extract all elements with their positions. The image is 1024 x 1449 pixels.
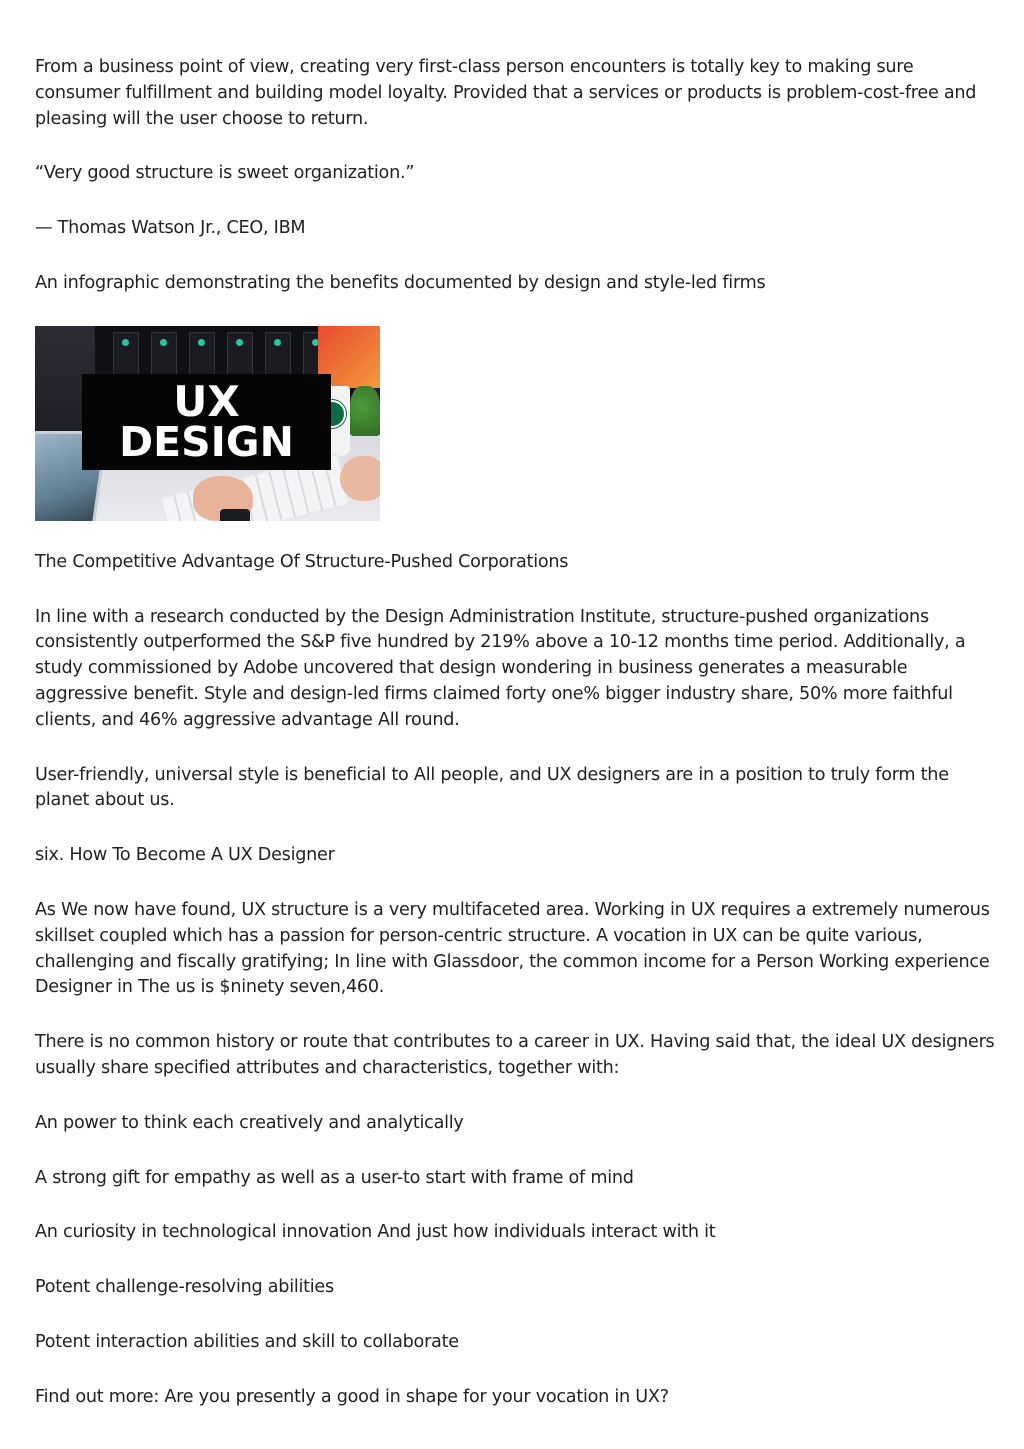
list-item: An power to think each creatively and analytically [35,1112,464,1133]
ux-design-banner [82,374,331,470]
screen-card [265,332,291,378]
screen-card [113,332,139,378]
smartwatch [220,509,250,521]
screen-card [189,332,215,378]
section-heading: six. How To Become A UX Designer [35,845,335,866]
screen-card [151,332,177,378]
banner-line-ux: UX [173,376,240,426]
right-hand [340,456,380,501]
list-item: Potent challenge-resolving abilities [35,1277,334,1298]
section-heading: The Competitive Advantage Of Structure-Pushed Corporations [35,551,569,572]
paragraph-intro: From a business point of view, creating very first-class person encounters is totally key to making sure consumer fulfillment and building model loyalty. Provided that a services or products is problem-cost-free and pleasing will the user choose to return. [35,57,977,129]
paragraph-multifaceted: As We now have found, UX structure is a very multifaceted area. Working in UX requires a extremely numerous skillset coupled which has a passion for person-centric structure. A vocation in UX can be quite various, challenging and fiscally gratifying; In line with Glassdoor, the common income for a Person Working experience Designer in The us is $ninety seven,460. [35,899,990,998]
list-item: Potent interaction abilities and skill to collaborate [35,1331,459,1352]
list-item: A strong gift for empathy as well as a user-to start with frame of mind [35,1167,634,1188]
image-caption: An infographic demonstrating the benefits documented by design and style-led firms [35,272,766,293]
banner-line-design: DESIGN [119,417,294,466]
quote-attribution: — Thomas Watson Jr., CEO, IBM [35,218,306,239]
article [35,55,997,1440]
paragraph-research: In line with a research conducted by the Design Administration Institute, structure-pushed organizations consistently outperformed the S&P five hundred by 219% above a 10-12 months time period. Additionally, a study commissioned by Adobe uncovered that design wondering in business generates a measurable aggressive benefit. Style and design-led firms claimed forty one% bigger industry share, 50% more faithful clients, and 46% aggressive advantage All round. [35,606,966,730]
paragraph-career-route: There is no common history or route that contributes to a career in UX. Having said that, the ideal UX designers usually share specified attributes and characteristics, together with: [35,1032,995,1078]
quote: “Very good structure is sweet organization.” [35,163,415,184]
plant [350,386,380,436]
ux-design-image [35,326,380,521]
screen-card [227,332,253,378]
paragraph-user-friendly: User-friendly, universal style is beneficial to All people, and UX designers are in a position to truly form the planet about us. [35,764,949,811]
list-item: An curiosity in technological innovation And just how individuals interact with it [35,1222,716,1243]
find-out-more: Find out more: Are you presently a good in shape for your vocation in UX? [35,1386,669,1407]
